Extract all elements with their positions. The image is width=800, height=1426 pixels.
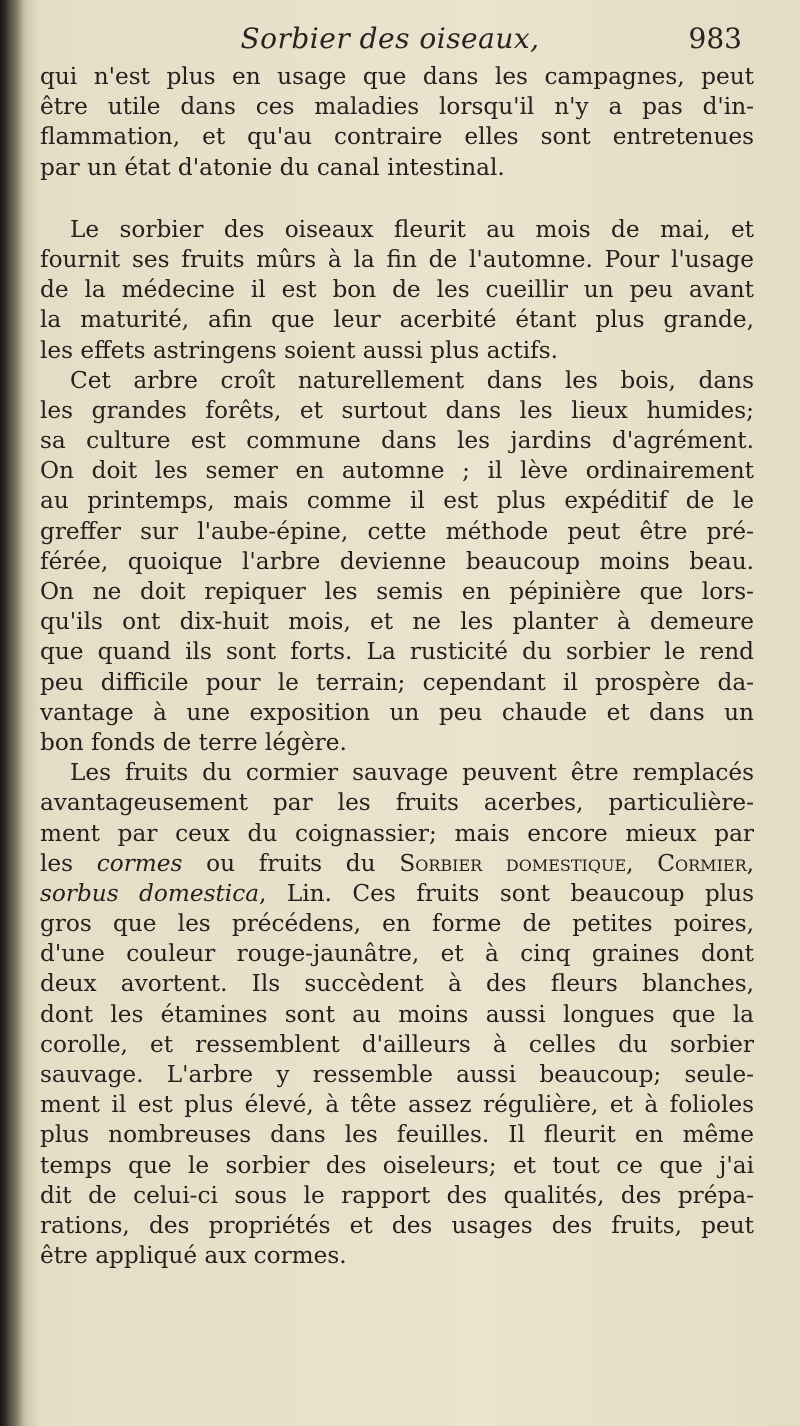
text-line: peu difficile pour le terrain; cependant il prospère da- [40, 668, 754, 696]
running-title: Sorbier des oiseaux, [240, 22, 540, 55]
paragraph-gap [40, 183, 754, 215]
text-run: , [626, 849, 658, 877]
text-line: On ne doit repiquer les semis en pépinière que lors- [40, 578, 754, 605]
text-line: vantage à une exposition un peu chaude et dans un [40, 698, 754, 726]
text-line: greffer sur l'aube-épine, cette méthode peut être pré- [40, 517, 754, 545]
text-line [40, 849, 754, 879]
text-line: férée, quoique l'arbre devienne beaucoup moins beau. [40, 547, 754, 575]
text-run: ou fruits du [182, 849, 400, 877]
text-line: les grandes forêts, et surtout dans les lieux humides; [40, 396, 754, 424]
text-line: bon fonds de terre légère. [40, 728, 347, 756]
text-line: rations, des propriétés et des usages des fruits, peut [40, 1211, 754, 1239]
body-text [40, 62, 754, 1271]
text-line: la maturité, afin que leur acerbité étant plus grande, [40, 306, 754, 334]
text-line: être appliqué aux cormes. [40, 1242, 347, 1270]
text-line: sauvage. L'arbre y ressemble aussi beaucoup; seule- [40, 1061, 754, 1088]
text-line: deux avortent. Ils succèdent à des fleurs blanches, [40, 970, 754, 998]
text-line: flammation, et qu'au contraire elles sont entretenues [40, 123, 754, 151]
text-line: au printemps, mais comme il est plus expéditif de le [40, 487, 754, 515]
text-line: Les fruits du cormier sauvage peuvent être remplacés [70, 759, 754, 787]
paragraph-4 [40, 758, 754, 1271]
text-run: les [40, 849, 97, 877]
text-line: fournit ses fruits mûrs à la fin de l'automne. Pour l'usage [40, 245, 754, 273]
text-line: avantageusement par les fruits acerbes, particulière- [40, 789, 754, 817]
text-line: dit de celui-ci sous le rapport des qualités, des prépa- [40, 1181, 754, 1209]
binding-shadow [0, 0, 26, 1426]
paragraph-3 [40, 366, 754, 758]
text-line: temps que le sorbier des oiseleurs; et tout ce que j'ai [40, 1151, 754, 1179]
text-line: de la médecine il est bon de les cueillir un peu avant [40, 276, 754, 304]
text-line: dont les étamines sont au moins aussi longues que la [40, 1000, 754, 1028]
italic-term-cormes: cormes [96, 849, 183, 877]
text-line: qui n'est plus en usage que dans les campagnes, peut [40, 63, 754, 90]
page-header [40, 18, 740, 58]
text-line: corolle, et ressemblent d'ailleurs à celles du sorbier [40, 1030, 754, 1058]
text-line: sa culture est commune dans les jardins d'agrément. [40, 427, 754, 455]
text-line: On doit les semer en automne ; il lève ordinairement [40, 457, 754, 485]
text-line: Le sorbier des oiseaux fleurit au mois de mai, et [70, 215, 754, 243]
text-line: qu'ils ont dix-huit mois, et ne les planter à demeure [40, 608, 754, 636]
paragraph-1 [40, 62, 754, 183]
text-line: les effets astringens soient aussi plus actifs. [40, 336, 558, 364]
italic-term-sorbus-domestica: sorbus domestica [40, 879, 260, 907]
text-line: par un état d'atonie du canal intestinal. [40, 153, 505, 181]
text-line: que quand ils sont forts. La rusticité du sorbier le rend [40, 638, 754, 666]
page-number: 983 [688, 22, 742, 55]
text-line: gros que les précédens, en forme de petites poires, [40, 910, 754, 938]
text-line: d'une couleur rouge-jaunâtre, et à cinq graines dont [40, 940, 754, 968]
smallcaps-term-sorbier-domestique: Sorbier domestique [399, 849, 627, 877]
text-line: plus nombreuses dans les feuilles. Il fleurit en même [40, 1121, 754, 1149]
text-run: , Lin. Ces fruits sont beaucoup plus [259, 879, 755, 907]
text-run: , [746, 849, 754, 877]
text-line [40, 879, 754, 909]
text-line: Cet arbre croît naturellement dans les bois, dans [70, 366, 754, 394]
text-line: ment il est plus élevé, à tête assez régulière, et à folioles [40, 1091, 754, 1119]
paragraph-2 [40, 215, 754, 366]
text-line: ment par ceux du coignassier; mais encore mieux par [40, 819, 754, 847]
smallcaps-term-cormier: Cormier [657, 849, 747, 877]
text-line: être utile dans ces maladies lorsqu'il n'y a pas d'in- [40, 93, 754, 121]
